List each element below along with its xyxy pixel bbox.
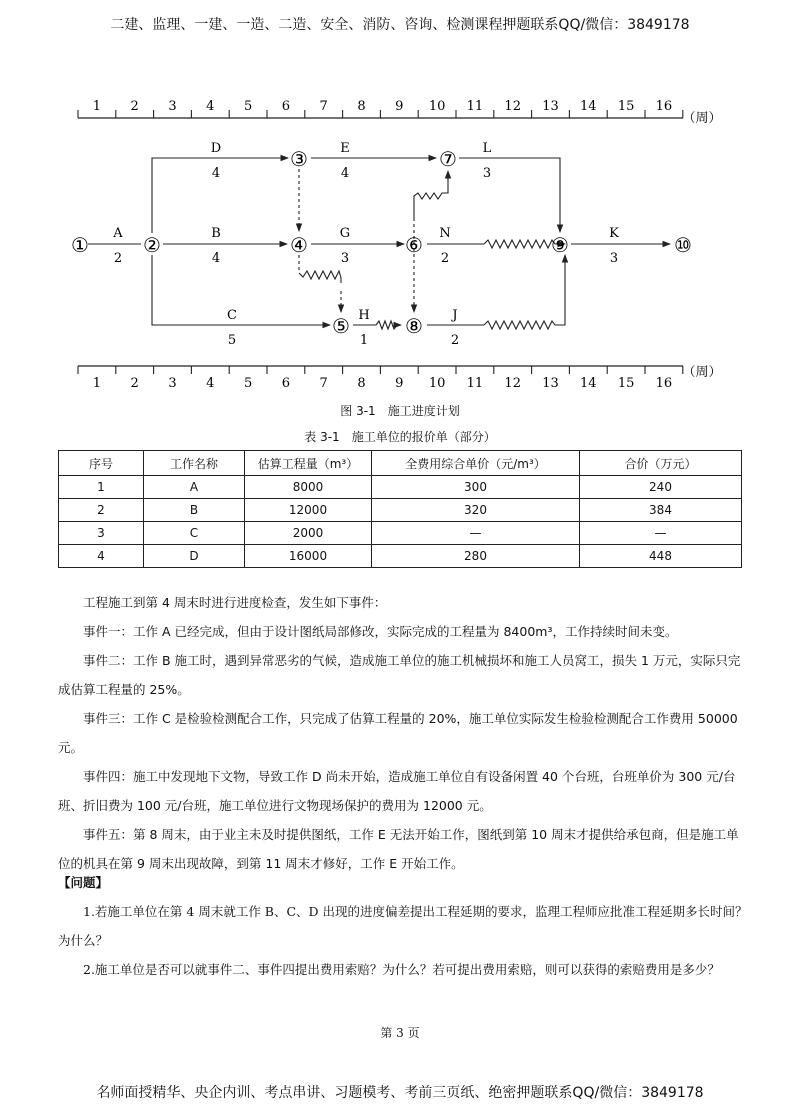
- cell-total: 384: [580, 499, 742, 522]
- cell-total: 240: [580, 476, 742, 499]
- cell-index: 1: [59, 476, 144, 499]
- activity-label-B: B: [211, 226, 221, 241]
- week-label: 5: [243, 99, 253, 114]
- node-7: ⑦: [439, 147, 457, 171]
- table-row: [59, 476, 742, 499]
- cell-index: 2: [59, 499, 144, 522]
- activity-duration-A: 2: [113, 251, 123, 266]
- activity-duration-H: 1: [359, 333, 369, 348]
- question-1: 1.若施工单位在第 4 周末就工作 B、C、D 出现的进度偏差提出工程延期的要求，监理工程师应批准工程延期多长时间？为什么？: [58, 904, 748, 948]
- table-row: [59, 545, 742, 568]
- node-1: ①: [71, 233, 89, 257]
- cell-total: 448: [580, 545, 742, 568]
- questions-heading: 【问题】: [58, 875, 109, 890]
- week-label: 16: [655, 376, 673, 391]
- week-label: 16: [655, 99, 673, 114]
- node-4: ④: [290, 233, 308, 257]
- free-float-wave-J: [484, 255, 565, 329]
- paragraph-event-2: 事件二：工作 B 施工时，遇到异常恶劣的气候，造成施工单位的施工机械损坏和施工人员窝工，损失 1 万元，实际只完成估算工程量的 25%。: [58, 653, 741, 697]
- week-label: 13: [542, 99, 559, 114]
- figure-caption: 图 3-1 施工进度计划: [340, 404, 460, 418]
- free-float-wave-6-7: [414, 179, 448, 218]
- week-label: 3: [168, 376, 177, 391]
- week-label: 13: [542, 376, 559, 391]
- week-label: 7: [319, 99, 328, 114]
- activity-label-H: H: [358, 308, 370, 323]
- cell-work-name: A: [144, 476, 245, 499]
- paragraph-event-3: 事件三：工作 C 是检验检测配合工作，只完成了估算工程量的 20%，施工单位实际发生检验检测配合工作费用 50000 元。: [58, 711, 738, 755]
- cell-unit-price: 280: [372, 545, 580, 568]
- cell-work-name: B: [144, 499, 245, 522]
- week-label: 1: [92, 376, 102, 391]
- week-label: 10: [428, 99, 446, 114]
- page-header: 二建、监理、一建、一造、二造、安全、消防、咨询、检测课程押题联系QQ/微信：3849178: [110, 17, 690, 33]
- week-label: 7: [319, 376, 328, 391]
- activity-label-G: G: [339, 226, 351, 241]
- week-label: 8: [357, 376, 366, 391]
- paragraph-intro: 工程施工到第 4 周末时进行进度检查，发生如下事件：: [83, 595, 387, 610]
- activity-duration-L: 3: [482, 166, 492, 181]
- node-5: ⑤: [332, 314, 350, 338]
- table-row: [59, 522, 742, 545]
- week-label: 2: [130, 376, 139, 391]
- node-2: ②: [143, 233, 161, 257]
- activity-duration-G: 3: [340, 251, 350, 266]
- activity-duration-J: 2: [450, 333, 460, 348]
- bottom-week-scale: [78, 365, 722, 391]
- cell-index: 3: [59, 522, 144, 545]
- week-label: 15: [617, 376, 635, 391]
- activity-duration-E: 4: [340, 166, 350, 181]
- cell-unit-price: 300: [372, 476, 580, 499]
- cell-quantity: 2000: [245, 522, 372, 545]
- activity-label-C: C: [227, 308, 237, 323]
- week-label: 9: [395, 99, 404, 114]
- activity-label-A: A: [113, 226, 123, 241]
- week-label: 14: [580, 376, 597, 391]
- activity-duration-D: 4: [211, 166, 221, 181]
- week-label: 11: [466, 376, 484, 391]
- col-header-unit-price: 全费用综合单价（元/m³）: [372, 451, 580, 476]
- free-float-wave-H: [376, 321, 401, 329]
- question-2: 2.施工单位是否可以就事件二、事件四提出费用索赔？为什么？若可提出费用索赔，则可以获得的索赔费用是多少？: [83, 962, 720, 977]
- quote-table: [58, 450, 742, 568]
- timescaled-network-diagram: [0, 88, 800, 398]
- node-6: ⑥: [405, 233, 423, 257]
- paragraph-event-4: 事件四：施工中发现地下文物，导致工作 D 尚未开始，造成施工单位自有设备闲置 40 个台班，台班单价为 300 元/台班、折旧费为 100 元/台班，施工单位进行文物现场保护的费用为 12000 元。: [58, 769, 736, 813]
- week-label: 2: [130, 99, 139, 114]
- free-float-wave-4-5: [299, 271, 341, 283]
- cell-work-name: D: [144, 545, 245, 568]
- top-week-scale: [78, 99, 722, 126]
- node-10: ⑩: [674, 233, 692, 257]
- week-label: 12: [504, 99, 521, 114]
- week-label: 14: [580, 99, 597, 114]
- page-footer: 名师面授精华、央企内训、考点串讲、习题模考、考前三页纸、绝密押题联系QQ/微信：3849178: [96, 1085, 704, 1101]
- activity-duration-K: 3: [609, 251, 619, 266]
- activity-label-J: J: [452, 308, 458, 323]
- table-caption: 表 3-1 施工单位的报价单（部分）: [304, 430, 496, 444]
- questions-section: [58, 868, 748, 984]
- activity-label-N: N: [439, 226, 451, 241]
- event-description: [58, 588, 748, 878]
- week-label: 10: [428, 376, 446, 391]
- node-3: ③: [290, 147, 308, 171]
- week-unit-bottom: （周）: [682, 365, 722, 380]
- week-label: 12: [504, 376, 521, 391]
- node-8: ⑧: [405, 314, 423, 338]
- activity-duration-B: 4: [211, 251, 221, 266]
- activity-label-E: E: [340, 141, 350, 156]
- week-label: 4: [206, 376, 215, 391]
- node-9: ⑨: [551, 233, 569, 257]
- week-unit-top: （周）: [682, 111, 722, 126]
- activity-arrow-C: [152, 255, 330, 325]
- week-label: 8: [357, 99, 366, 114]
- cell-unit-price: —: [372, 522, 580, 545]
- cell-quantity: 8000: [245, 476, 372, 499]
- page-number: 第 3 页: [380, 1026, 420, 1040]
- cell-total: —: [580, 522, 742, 545]
- week-label: 5: [243, 376, 253, 391]
- table-row: [59, 499, 742, 522]
- activity-duration-C: 5: [227, 333, 237, 348]
- activity-arrow-L: [459, 158, 560, 232]
- cell-index: 4: [59, 545, 144, 568]
- col-header-quantity: 估算工程量（m³）: [245, 451, 372, 476]
- cell-quantity: 12000: [245, 499, 372, 522]
- activity-duration-N: 2: [440, 251, 450, 266]
- paragraph-event-5: 事件五：第 8 周末，由于业主未及时提供图纸，工作 E 无法开始工作，图纸到第 10 周末才提供给承包商，但是施工单位的机具在第 9 周末出现故障，到第 11 周末才修好，工作 E 开始工作。: [58, 827, 739, 871]
- activity-label-K: K: [609, 226, 619, 241]
- week-label: 1: [92, 99, 102, 114]
- activity-label-L: L: [482, 141, 492, 156]
- col-header-total: 合价（万元）: [580, 451, 742, 476]
- week-label: 6: [281, 99, 291, 114]
- activity-label-D: D: [210, 141, 222, 156]
- week-label: 15: [617, 99, 635, 114]
- week-label: 6: [281, 376, 291, 391]
- col-header-work-name: 工作名称: [144, 451, 245, 476]
- week-label: 9: [395, 376, 404, 391]
- week-label: 4: [206, 99, 215, 114]
- cell-quantity: 16000: [245, 545, 372, 568]
- cell-unit-price: 320: [372, 499, 580, 522]
- col-header-index: 序号: [59, 451, 144, 476]
- week-label: 3: [168, 99, 177, 114]
- cell-work-name: C: [144, 522, 245, 545]
- week-label: 11: [466, 99, 484, 114]
- table-header-row: [59, 451, 742, 476]
- paragraph-event-1: 事件一：工作 A 已经完成，但由于设计图纸局部修改，实际完成的工程量为 8400m³，工作持续时间未变。: [83, 624, 678, 639]
